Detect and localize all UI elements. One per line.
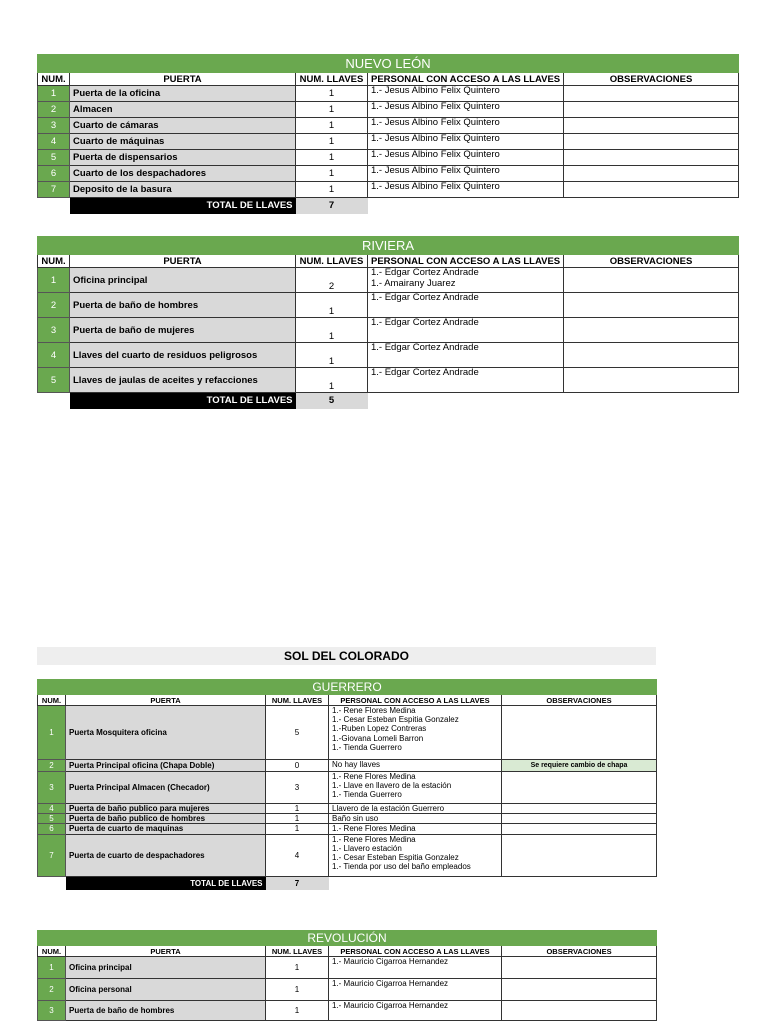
key-count: 1 [296,293,368,318]
door-name: Deposito de la basura [70,182,296,198]
column-header-keys: NUM. LLAVES [266,946,329,957]
personnel-entry: 1.- Edgar Cortez Andrade [371,367,479,378]
column-header-num: NUM. [38,946,66,957]
personnel-entry: 1.- Cesar Esteban Espitia Gonzalez [332,852,459,862]
total-spacer [38,198,70,214]
column-header-num: NUM. [38,255,70,268]
door-name: Puerta de baño publico de hombres [66,814,266,824]
row-number: 3 [38,772,66,804]
table-row [38,182,739,198]
table-row [38,814,657,824]
personnel-list [329,804,502,814]
column-header-observations: OBSERVACIONES [564,73,739,86]
table-row [38,102,739,118]
door-name: Oficina principal [70,268,296,293]
row-number: 7 [38,182,70,198]
door-name: Oficina principal [66,957,266,979]
table-revolucion [37,930,657,1021]
personnel-list [329,706,502,760]
table-header-row [38,946,657,957]
column-header-num: NUM. [38,73,70,86]
observation [564,118,739,134]
table-row [38,706,657,760]
table-row [38,134,739,150]
table-row [38,86,739,102]
column-header-personnel: PERSONAL CON ACCESO A LAS LLAVES [329,946,502,957]
personnel-list [368,182,564,198]
personnel-entry: 1.-Giovana Lomeli Barron [332,733,424,743]
column-header-num: NUM. [38,695,66,706]
door-name: Puerta de la oficina [70,86,296,102]
total-row [38,393,739,409]
table-title-row [38,931,657,946]
table-header-row [38,73,739,86]
column-header-personnel: PERSONAL CON ACCESO A LAS LLAVES [368,73,564,86]
door-name: Llaves de jaulas de aceites y refacciones [70,368,296,393]
personnel-list [329,772,502,804]
personnel-entry: 1.- Mauricio Cigarroa Hernandez [332,979,449,988]
observation [502,772,657,804]
column-header-door: PUERTA [70,255,296,268]
personnel-entry: 1.- Rene Flores Medina [332,834,416,844]
personnel-entry: Baño sin uso [332,814,379,824]
personnel-list [368,150,564,166]
table-row [38,293,739,318]
observation [502,814,657,824]
table-row [38,368,739,393]
table-row [38,343,739,368]
key-count: 1 [296,166,368,182]
column-header-keys: NUM. LLAVES [296,73,368,86]
personnel-entry: 1.- Jesus Albino Felix Quintero [371,149,500,160]
key-count: 1 [266,979,329,1001]
table-row [38,824,657,834]
observation [502,1001,657,1021]
key-count: 1 [296,118,368,134]
personnel-entry: 1.- Mauricio Cigarroa Hernandez [332,957,449,966]
personnel-entry: 1.- Jesus Albino Felix Quintero [371,181,500,192]
door-name: Puerta Mosquitera oficina [66,706,266,760]
key-count: 1 [266,824,329,834]
personnel-entry: 1.- Tienda Guerrero [332,742,402,752]
total-spacer [329,876,657,890]
personnel-list [368,268,564,293]
personnel-entry: 1.- Tienda Guerrero [332,790,402,800]
door-name: Puerta de baño publico para mujeres [66,804,266,814]
personnel-entry: 1.- Mauricio Cigarroa Hernandez [332,1001,449,1010]
key-count: 1 [266,1001,329,1021]
row-number: 4 [38,134,70,150]
row-number: 3 [38,1001,66,1021]
row-number: 3 [38,318,70,343]
table-row [38,1001,657,1021]
table-title: NUEVO LEÓN [38,55,739,73]
door-name: Puerta Principal Almacen (Checador) [66,772,266,804]
personnel-list [368,118,564,134]
personnel-entry: 1.-Ruben Lopez Contreras [332,724,427,734]
total-row [38,876,657,890]
row-number: 2 [38,979,66,1001]
observation [502,957,657,979]
personnel-list [329,834,502,876]
personnel-list [329,979,502,1001]
observation [564,134,739,150]
key-count: 1 [266,814,329,824]
observation [564,102,739,118]
table-riviera [37,236,739,409]
personnel-entry: No hay llaves [332,760,381,769]
table-title: REVOLUCIÓN [38,931,657,946]
observation [502,834,657,876]
personnel-list [329,1001,502,1021]
total-label: TOTAL DE LLAVES [66,876,266,890]
table-header-row [38,255,739,268]
observation [564,318,739,343]
personnel-entry: 1.- Rene Flores Medina [332,706,416,715]
key-count: 1 [296,150,368,166]
observation [564,182,739,198]
table-title-row [38,55,739,73]
total-spacer [368,198,739,214]
personnel-entry: Llavero de la estación Guerrero [332,804,445,813]
personnel-entry: 1.- Jesus Albino Felix Quintero [371,165,500,176]
personnel-entry: 1.- Cesar Esteban Espitia Gonzalez [332,715,459,725]
table-title: GUERRERO [38,680,657,695]
personnel-entry: 1.- Llavero estación [332,843,402,853]
row-number: 7 [38,834,66,876]
column-header-door: PUERTA [66,946,266,957]
total-value: 7 [266,876,329,890]
row-number: 6 [38,166,70,182]
door-name: Puerta de baño de mujeres [70,318,296,343]
key-count: 1 [266,804,329,814]
personnel-list [329,957,502,979]
table-row [38,834,657,876]
personnel-entry: 1.- Edgar Cortez Andrade [371,267,479,278]
column-header-keys: NUM. LLAVES [296,255,368,268]
row-number: 1 [38,268,70,293]
observation [564,293,739,318]
table-row [38,118,739,134]
door-name: Cuarto de máquinas [70,134,296,150]
key-count: 4 [266,834,329,876]
table-title-row [38,680,657,695]
key-count: 1 [296,182,368,198]
personnel-entry: 1.- Edgar Cortez Andrade [371,342,479,353]
table-row [38,979,657,1001]
row-number: 5 [38,150,70,166]
observation [564,343,739,368]
personnel-entry: 1.- Jesus Albino Felix Quintero [371,101,500,112]
observation [564,150,739,166]
personnel-list [368,134,564,150]
door-name: Cuarto de los despachadores [70,166,296,182]
observation [502,804,657,814]
personnel-list [368,318,564,343]
key-count: 1 [296,86,368,102]
table-row [38,957,657,979]
key-count: 2 [296,268,368,293]
personnel-list [329,814,502,824]
personnel-list [368,102,564,118]
column-header-keys: NUM. LLAVES [266,695,329,706]
row-number: 2 [38,760,66,772]
door-name: Puerta de dispensarios [70,150,296,166]
total-spacer [368,393,739,409]
personnel-list [368,343,564,368]
column-header-personnel: PERSONAL CON ACCESO A LAS LLAVES [368,255,564,268]
door-name: Puerta de cuarto de maquinas [66,824,266,834]
row-number: 4 [38,343,70,368]
table-title: RIVIERA [38,237,739,255]
key-count: 1 [266,957,329,979]
key-count: 1 [296,134,368,150]
door-name: Cuarto de cámaras [70,118,296,134]
table-row [38,166,739,182]
personnel-list [329,760,502,772]
table-row [38,804,657,814]
key-count: 5 [266,706,329,760]
total-label: TOTAL DE LLAVES [70,393,296,409]
row-number: 5 [38,368,70,393]
key-count: 0 [266,760,329,772]
personnel-entry: 1.- Amairany Juarez [371,277,456,289]
key-count: 1 [296,102,368,118]
table-guerrero [37,679,657,890]
observation: Se requiere cambio de chapa [502,760,657,772]
table-row [38,760,657,772]
personnel-list [368,293,564,318]
personnel-entry: 1.- Jesus Albino Felix Quintero [371,85,500,96]
door-name: Oficina personal [66,979,266,1001]
personnel-entry: 1.- Jesus Albino Felix Quintero [371,133,500,144]
key-count: 1 [296,368,368,393]
total-value: 5 [296,393,368,409]
row-number: 3 [38,118,70,134]
personnel-entry: 1.- Edgar Cortez Andrade [371,317,479,328]
key-count: 1 [296,318,368,343]
row-number: 2 [38,102,70,118]
door-name: Puerta de baño de hombres [70,293,296,318]
observation [502,824,657,834]
column-header-observations: OBSERVACIONES [502,946,657,957]
door-name: Puerta Principal oficina (Chapa Doble) [66,760,266,772]
table-title-row [38,237,739,255]
column-header-personnel: PERSONAL CON ACCESO A LAS LLAVES [329,695,502,706]
table-nuevo-leon [37,54,739,214]
observation [564,368,739,393]
key-count: 1 [296,343,368,368]
section-banner: SOL DEL COLORADO [37,647,656,665]
personnel-entry: 1.- Tienda por uso del baño empleados [332,862,471,872]
personnel-list [368,86,564,102]
total-label: TOTAL DE LLAVES [70,198,296,214]
row-number: 2 [38,293,70,318]
column-header-door: PUERTA [70,73,296,86]
door-name: Llaves del cuarto de residuos peligrosos [70,343,296,368]
table-row [38,318,739,343]
observation [502,979,657,1001]
personnel-list [368,368,564,393]
row-number: 1 [38,86,70,102]
table-header-row [38,695,657,706]
total-value: 7 [296,198,368,214]
door-name: Almacen [70,102,296,118]
personnel-entry: 1.- Llave en llavero de la estación [332,781,452,791]
row-number: 4 [38,804,66,814]
personnel-entry: 1.- Rene Flores Medina [332,824,416,834]
column-header-observations: OBSERVACIONES [564,255,739,268]
table-row [38,150,739,166]
observation [564,268,739,293]
observation [502,706,657,760]
observation [564,166,739,182]
table-row [38,268,739,293]
key-count: 3 [266,772,329,804]
row-number: 5 [38,814,66,824]
total-spacer [38,393,70,409]
personnel-entry: 1.- Rene Flores Medina [332,772,416,781]
column-header-observations: OBSERVACIONES [502,695,657,706]
observation [564,86,739,102]
row-number: 1 [38,706,66,760]
personnel-entry: 1.- Edgar Cortez Andrade [371,292,479,303]
row-number: 1 [38,957,66,979]
personnel-entry: 1.- Jesus Albino Felix Quintero [371,117,500,128]
personnel-list [329,824,502,834]
door-name: Puerta de baño de hombres [66,1001,266,1021]
row-number: 6 [38,824,66,834]
total-spacer [38,876,66,890]
total-row [38,198,739,214]
personnel-list [368,166,564,182]
column-header-door: PUERTA [66,695,266,706]
table-row [38,772,657,804]
door-name: Puerta de cuarto de despachadores [66,834,266,876]
